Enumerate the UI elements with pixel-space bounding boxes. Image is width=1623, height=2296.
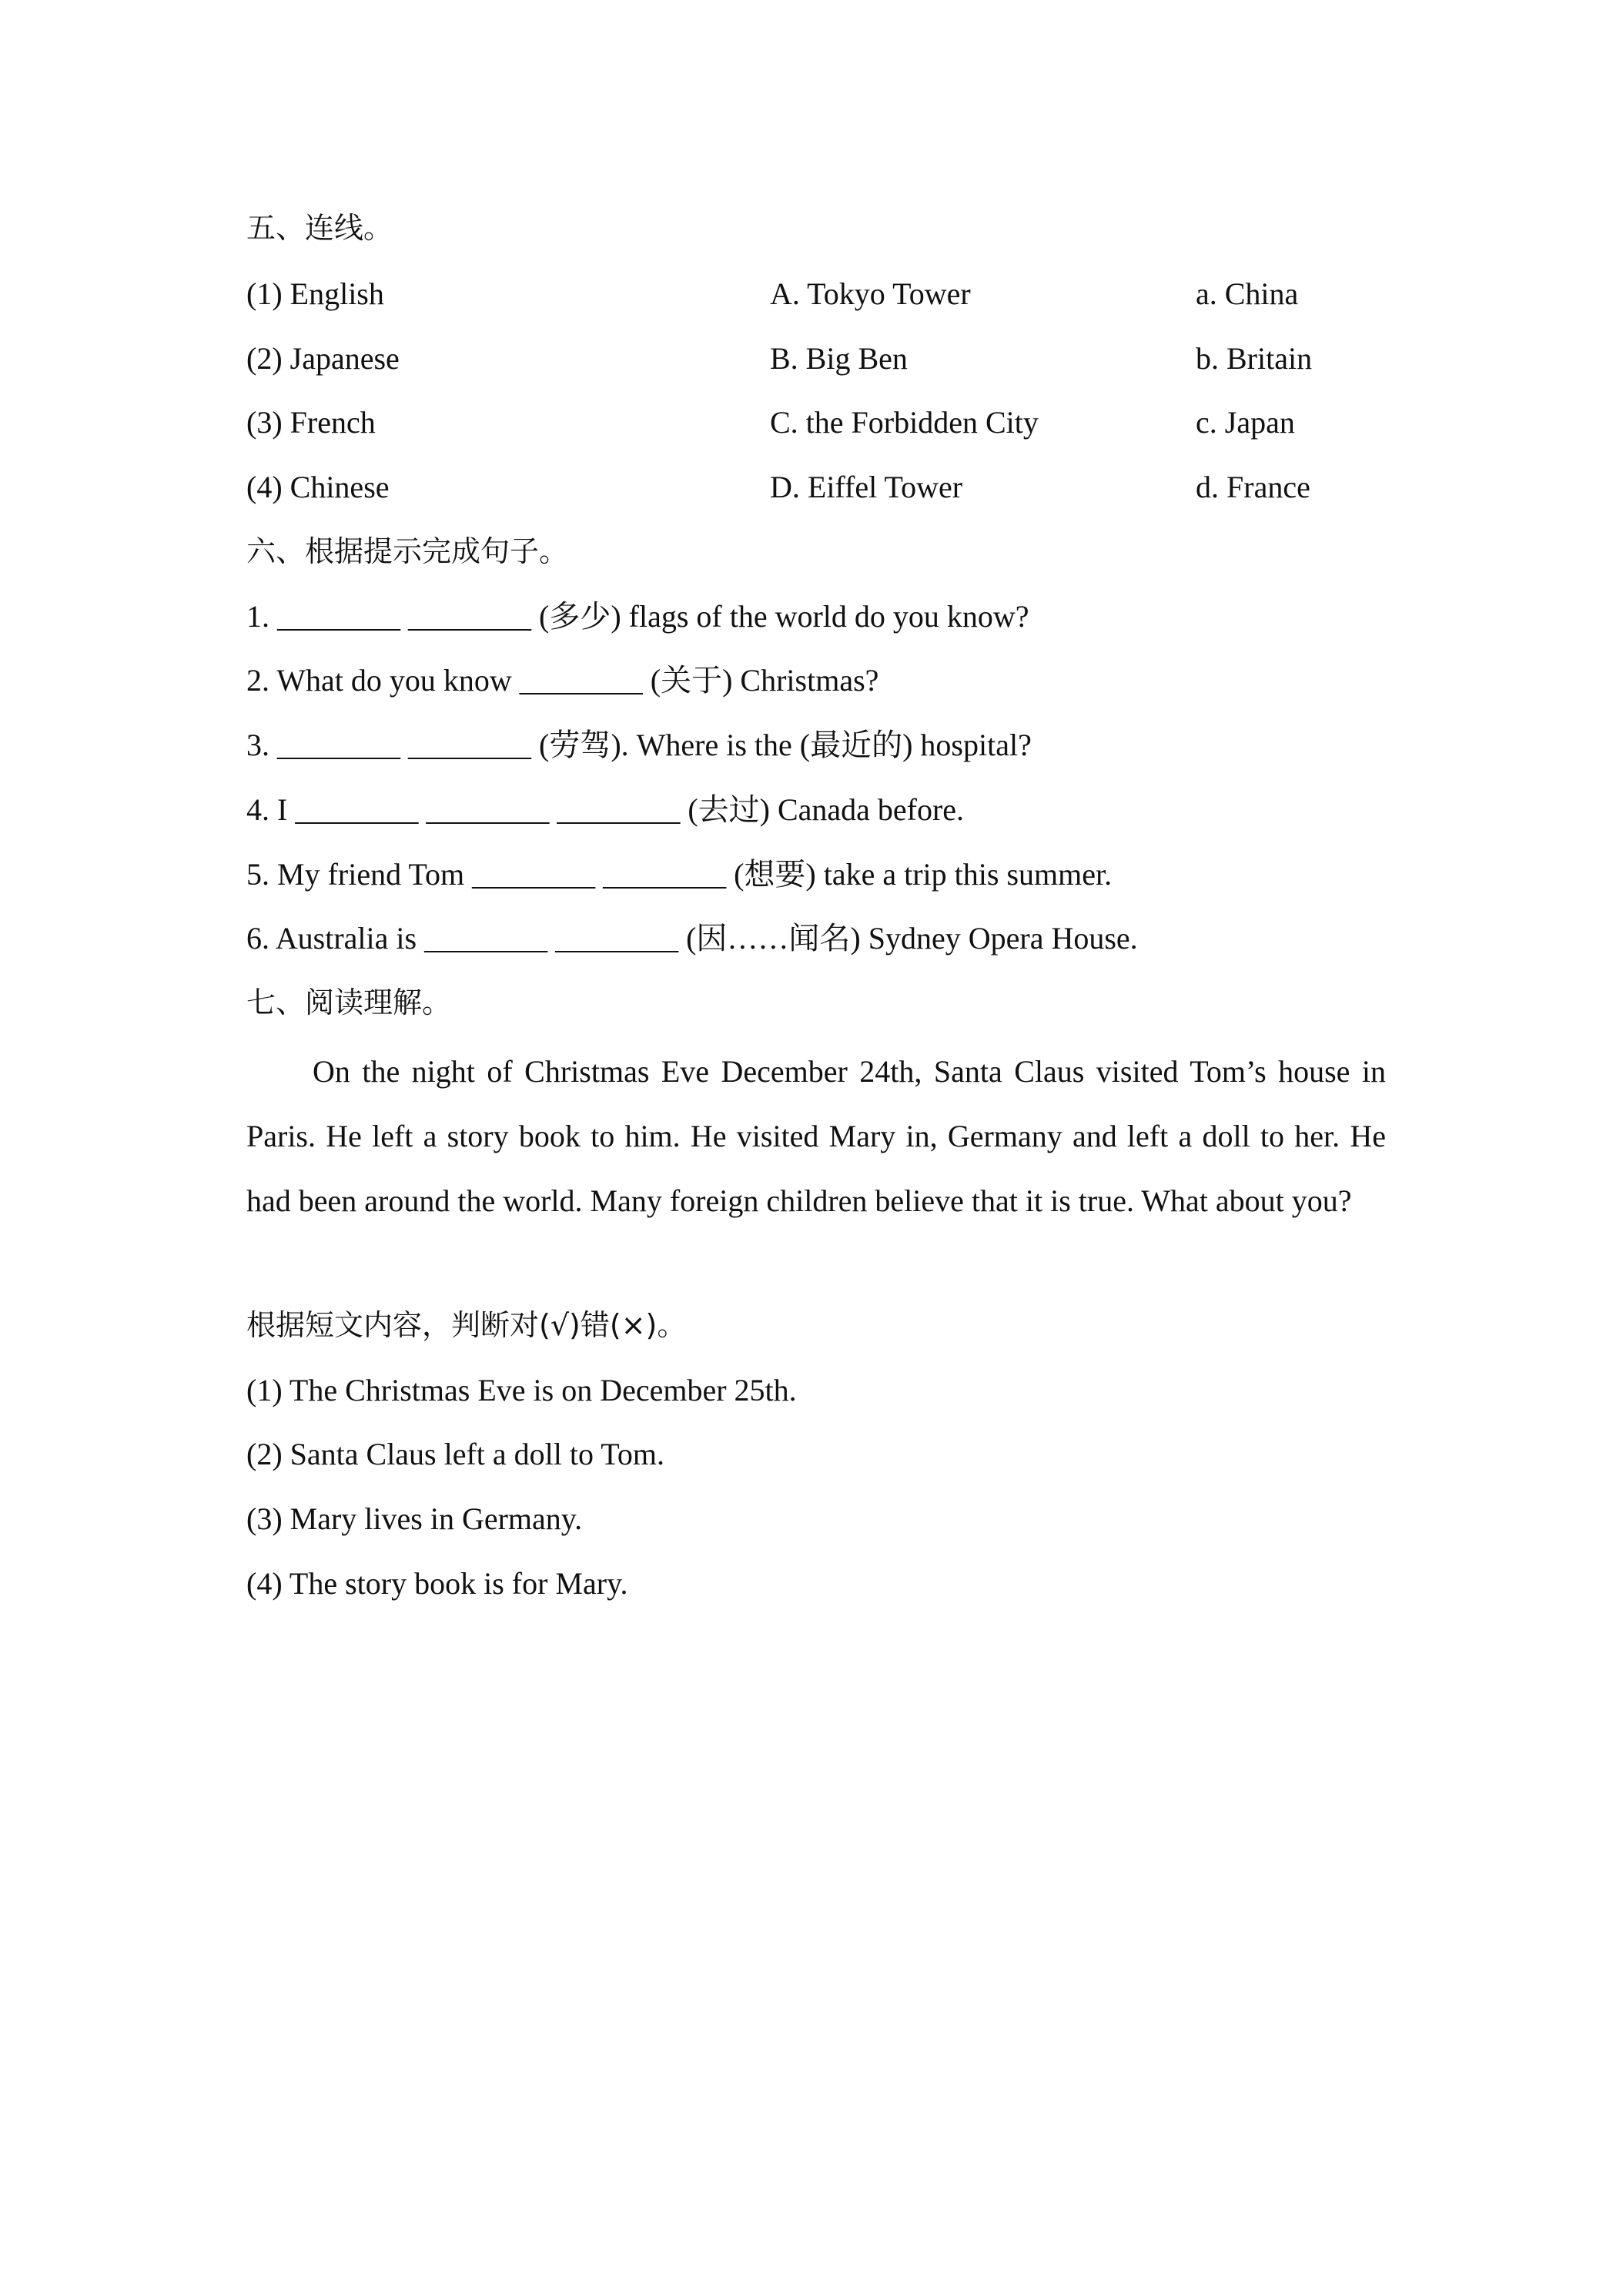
match-place: D. Eiffel Tower: [770, 470, 963, 504]
section6-heading: 六、根据提示完成句子。: [246, 534, 569, 568]
fill-sentence: 3. ________ ________ (劳驾). Where is the (最近的) hospital?: [246, 728, 1032, 762]
match-country: a. China: [1196, 276, 1299, 311]
judge-statement: (1) The Christmas Eve is on December 25th.: [246, 1373, 797, 1407]
match-item: (4) Chinese: [246, 470, 390, 504]
match-item: (2) Japanese: [246, 341, 400, 376]
fill-sentence: 5. My friend Tom ________ ________ (想要) take a trip this summer.: [246, 857, 1113, 892]
match-place: A. Tokyo Tower: [770, 276, 971, 311]
match-place: B. Big Ben: [770, 341, 908, 376]
fill-sentence: 6. Australia is ________ ________ (因……闻名) Sydney Opera House.: [246, 921, 1138, 956]
reading-passage: On the night of Christmas Eve December 24th, Santa Claus visited Tom’s house in Paris. He left a story book to him. He visited Mary in, Germany and left a doll to her. He had been around the world. Many foreign children believe that it is true. What about you?: [246, 1054, 1386, 1218]
match-country: b. Britain: [1196, 341, 1313, 376]
judge-instruction: 根据短文内容，判断对(√)错(×)。: [246, 1308, 687, 1342]
fill-sentence: 1. ________ ________ (多少) flags of the world do you know?: [246, 599, 1029, 634]
fill-sentence: 4. I ________ ________ ________ (去过) Canada before.: [246, 792, 965, 827]
section7-heading: 七、阅读理解。: [246, 986, 452, 1019]
match-country: d. France: [1196, 470, 1310, 504]
judge-statement: (2) Santa Claus left a doll to Tom.: [246, 1437, 665, 1471]
fill-sentence: 2. What do you know ________ (关于) Christmas?: [246, 663, 879, 698]
match-place: C. the Forbidden City: [770, 405, 1039, 440]
judge-statement: (4) The story book is for Mary.: [246, 1566, 628, 1601]
match-item: (1) English: [246, 276, 384, 311]
match-item: (3) French: [246, 405, 376, 440]
section5-heading: 五、连线。: [246, 211, 393, 245]
judge-statement: (3) Mary lives in Germany.: [246, 1501, 583, 1536]
match-country: c. Japan: [1196, 405, 1295, 440]
